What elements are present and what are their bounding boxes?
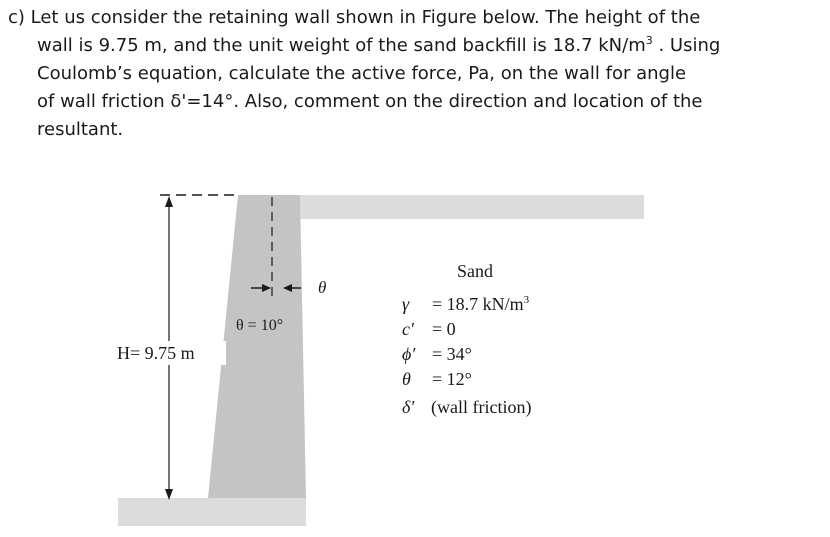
cohesion-value: = 0 <box>432 319 456 339</box>
soil-properties <box>402 294 531 418</box>
unit-superscript: 3 <box>645 34 653 47</box>
cohesion-symbol: c′ <box>402 319 414 339</box>
question-line-2-text: wall is 9.75 m, and the unit weight of the sand backfill is 18.7 kN/m <box>37 35 646 56</box>
gamma-value: = 18.7 $kN/m^3$ <box>432 294 530 314</box>
gamma-unit-superscript: 3 <box>523 294 530 306</box>
backfill-angle-value: = 12° <box>432 369 472 389</box>
wall-friction-label: (wall friction) <box>431 397 532 417</box>
theta-symbol: θ <box>318 278 327 297</box>
backfill-label: Sand <box>457 261 493 281</box>
height-label: H= 9.75 m <box>117 343 195 363</box>
friction-angle-value: = 34° <box>432 344 472 364</box>
wall-angle-label: θ = 10° <box>236 317 284 334</box>
backfill-surface <box>300 195 644 219</box>
question-line-4: of wall friction δ'=14°. Also, comment on the direction and location of the <box>37 91 703 112</box>
friction-angle-symbol: ϕ′ <box>402 344 416 364</box>
question-line-1: c) Let us consider the retaining wall shown in Figure below. The height of the <box>8 7 701 28</box>
wall-base <box>118 498 306 526</box>
backfill-angle-symbol: θ <box>402 369 411 389</box>
gamma-symbol: γ <box>402 294 410 314</box>
question-line-5: resultant. <box>37 119 124 140</box>
dimension-arrow-top <box>165 196 173 207</box>
question-line-3: Coulomb’s equation, calculate the active force, Pa, on the wall for angle <box>37 63 687 84</box>
question-line-2-tail: . Using <box>652 35 721 56</box>
wall-friction-symbol: δ′ <box>402 397 415 417</box>
